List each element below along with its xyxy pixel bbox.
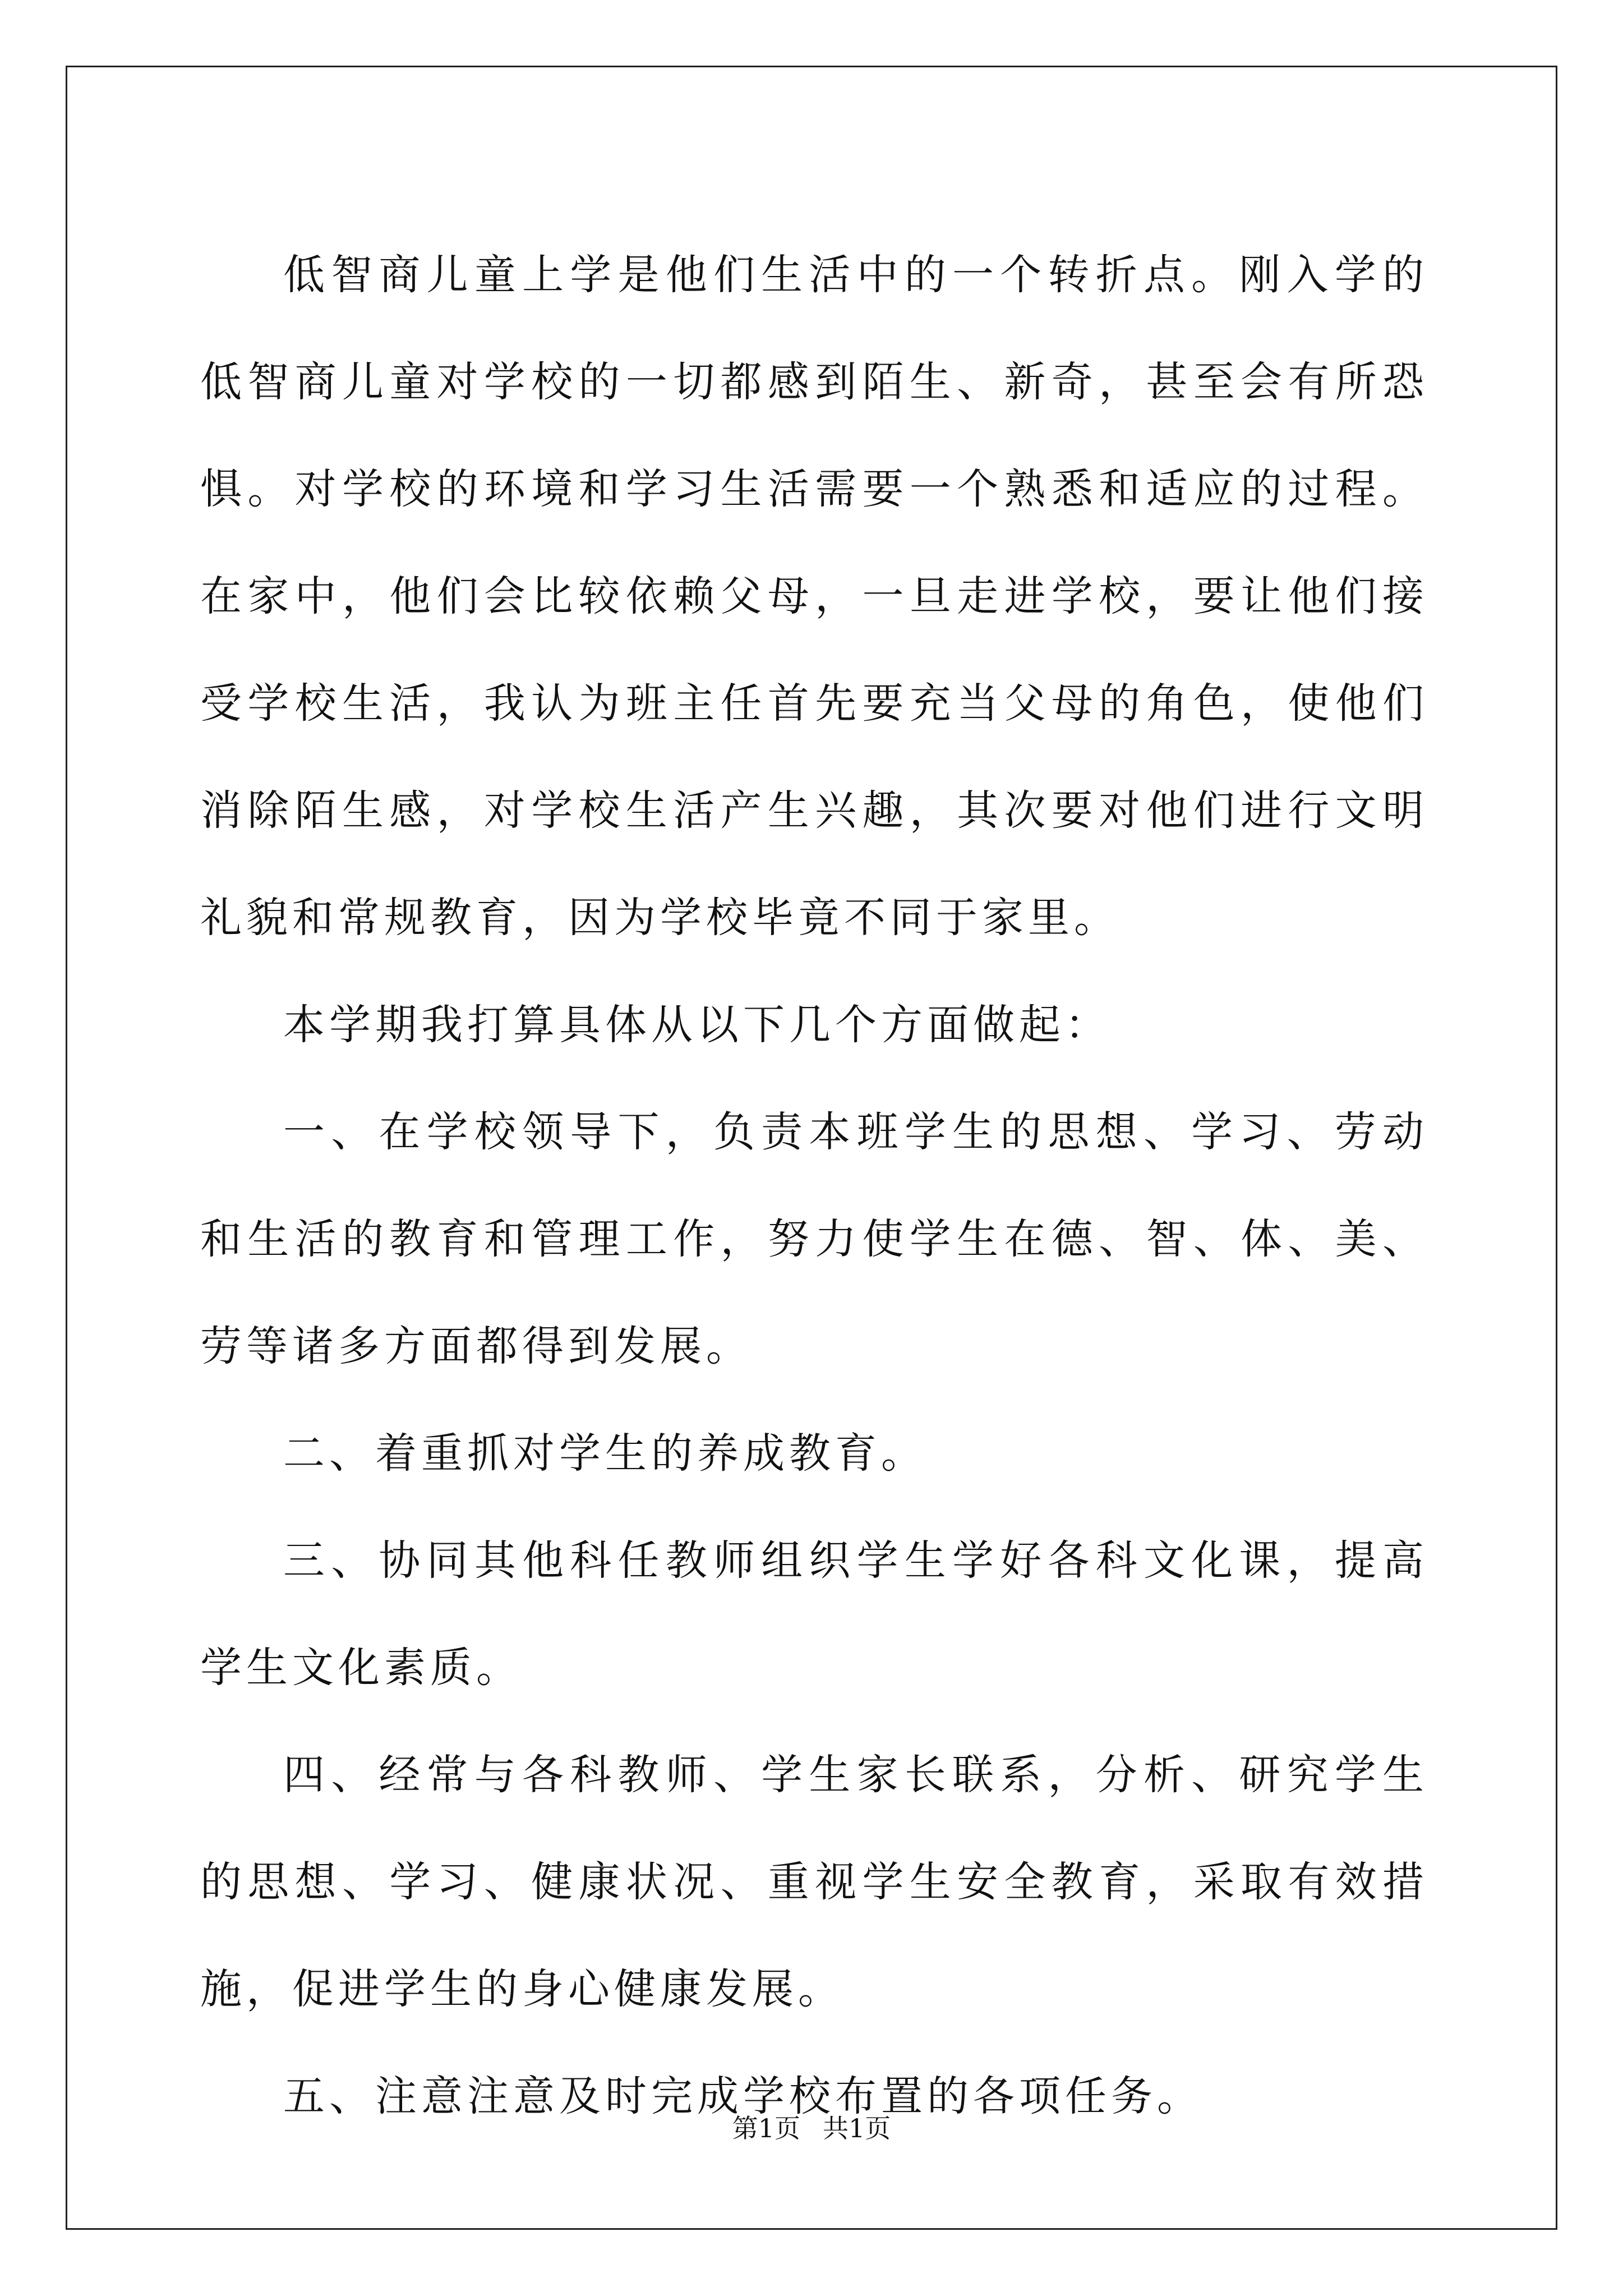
paragraph-item-4: 四、经常与各科教师、学生家长联系，分析、研究学生的思想、学习、健康状况、重视学生安全教育，采取有效措施，促进学生的身心健康发展。 [200, 1751, 1428, 2013]
page-footer [0, 2111, 1623, 2145]
page-number: 第1页 [732, 2113, 800, 2143]
paragraph-item-2: 二、着重抓对学生的养成教育。 [283, 1429, 927, 1478]
paragraph-item-1: 一、在学校领导下，负责本班学生的思想、学习、劳动和生活的教育和管理工作，努力使学生在德、智、体、美、劳等诸多方面都得到发展。 [200, 1108, 1428, 1370]
document-body [200, 222, 1428, 2150]
paragraph-plan-heading: 本学期我打算具体从以下几个方面做起： [283, 1001, 1111, 1049]
paragraph-item-5: 五、注意注意及时完成学校布置的各项任务。 [283, 2072, 1203, 2120]
page-total: 共1页 [823, 2113, 891, 2143]
paragraph-item-3: 三、协同其他科任教师组织学生学好各科文化课，提高学生文化素质。 [200, 1536, 1428, 1692]
paragraph-intro: 低智商儿童上学是他们生活中的一个转折点。刚入学的低智商儿童对学校的一切都感到陌生、新奇，甚至会有所恐惧。对学校的环境和学习生活需要一个熟悉和适应的过程。在家中，他们会比较依赖父母，一旦走进学校，要让他们接受学校生活，我认为班主任首先要充当父母的角色，使他们消除陌生感，对学校生活产生兴趣，其次要对他们进行文明礼貌和常规教育，因为学校毕竟不同于家里。 [200, 251, 1428, 942]
